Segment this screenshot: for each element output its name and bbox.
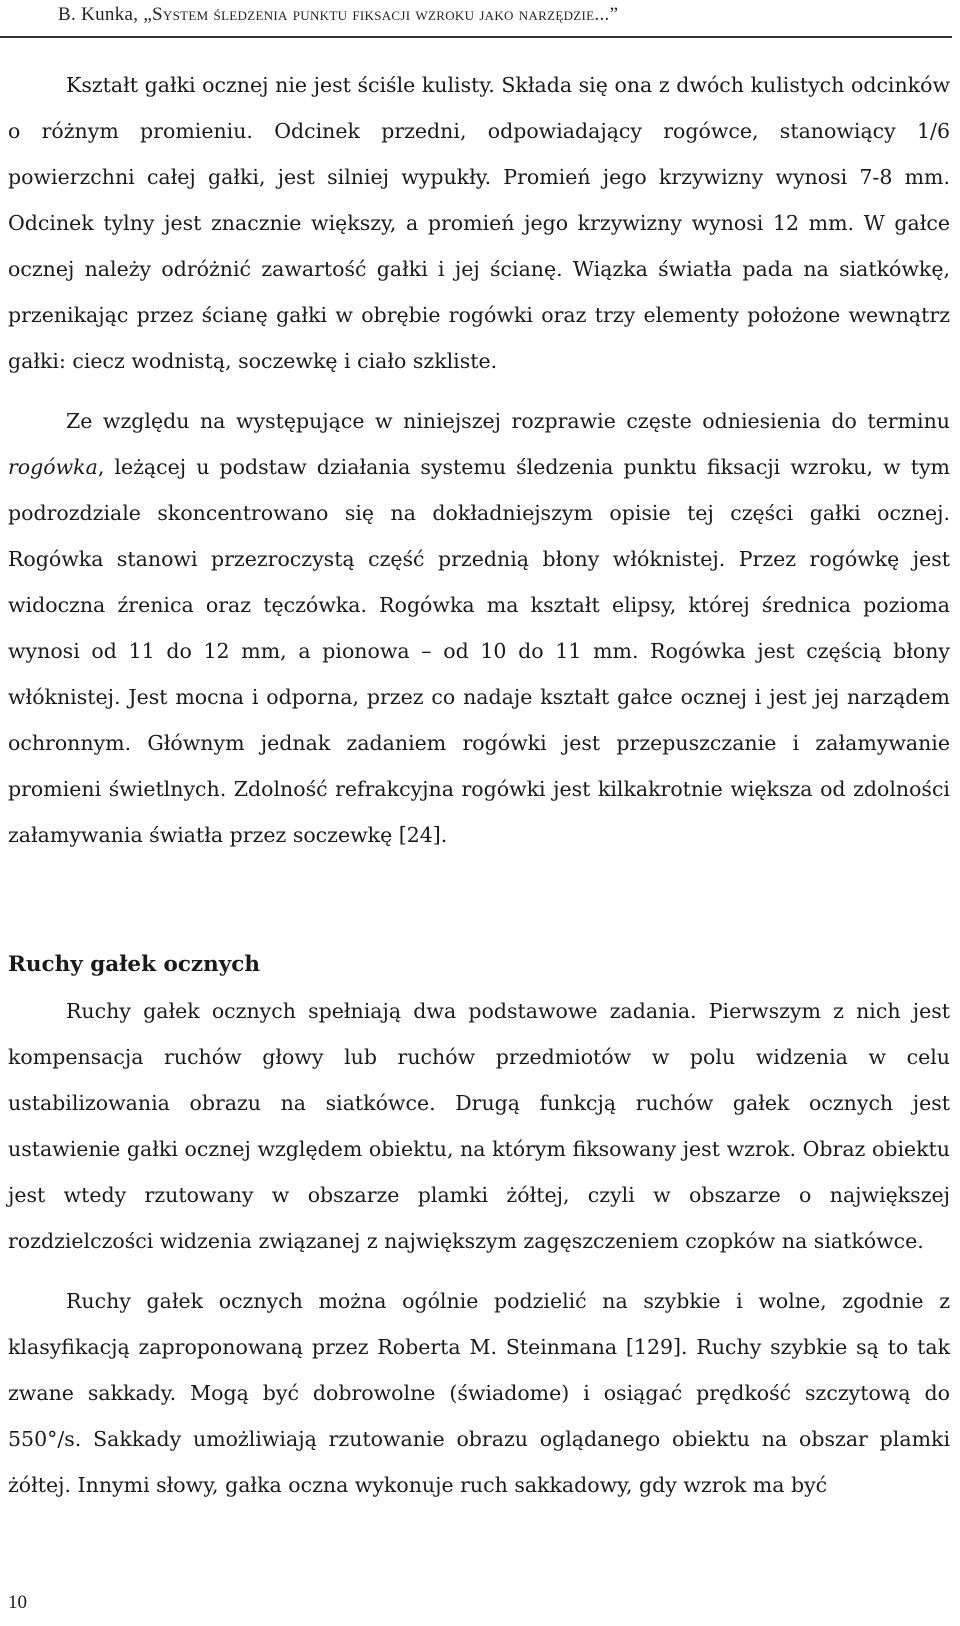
- paragraph-cornea-start: Ze względu na występujące w niniejszej rozprawie częste odniesienia do terminu: [66, 409, 950, 433]
- paragraph-cornea: [8, 398, 950, 858]
- running-header: [58, 4, 948, 26]
- section-title: Ruchy gałek ocznych: [8, 952, 260, 977]
- paragraph-cornea-rest: , leżącej u podstaw działania systemu śledzenia punktu fiksacji wzroku, w tym podrozdziale skoncentrowano się na dokładniejszym opisie tej części gałki ocznej. Rogówka stanowi przezroczystą część przednią błony włóknistej. Przez rogówkę jest widoczna źrenica oraz tęczówka. Rogówka ma kształt elipsy, której średnica pozioma wynosi od 11 do 12 mm, a pionowa – od 10 do 11 mm. Rogówka jest częścią błony włóknistej. Jest mocna i odporna, przez co nadaje kształt gałce ocznej i jest jej narządem ochronnym. Głównym jednak zadaniem rogówki jest przepuszczanie i załamywanie promieni świetlnych. Zdolność refrakcyjna rogówki jest kilkakrotnie większa od zdolności załamywania światła przez soczewkę [24].: [8, 455, 950, 847]
- paragraph-eye-movement-tasks: Ruchy gałek ocznych spełniają dwa podstawowe zadania. Pierwszym z nich jest kompensacja ruchów głowy lub ruchów przedmiotów w polu widzenia w celu ustabilizowania obrazu na siatkówce. Drugą funkcją ruchów gałek ocznych jest ustawienie gałki ocznej względem obiektu, na którym fiksowany jest wzrok. Obraz obiektu jest wtedy rzutowany w obszarze plamki żółtej, czyli w obszarze o największej rozdzielczości widzenia związanej z największym zagęszczeniem czopków na siatkówce.: [8, 999, 950, 1253]
- paragraph-saccades: Ruchy gałek ocznych można ogólnie podzielić na szybkie i wolne, zgodnie z klasyfikacją zaproponowaną przez Roberta M. Steinmana [129]. Ruchy szybkie są to tak zwane sakkady. Mogą być dobrowolne (świadome) i osiągać prędkość szczytową do 550°/s. Sakkady umożliwiają rzutowanie obrazu oglądanego obiektu na obszar plamki żółtej. Innymi słowy, gałka oczna wykonuje ruch sakkadowy, gdy wzrok ma być: [8, 1289, 950, 1497]
- page-body: [8, 62, 950, 1508]
- header-title: „System śledzenia punktu fiksacji wzroku jako narzędzie...”: [143, 4, 619, 25]
- term-cornea: rogówka: [8, 455, 98, 479]
- paragraph-eyeball-shape: Kształt gałki ocznej nie jest ściśle kulisty. Składa się ona z dwóch kulistych odcinków o różnym promieniu. Odcinek przedni, odpowiadający rogówce, stanowiący 1/6 powierzchni całej gałki, jest silniej wypukły. Promień jego krzywizny wynosi 7-8 mm. Odcinek tylny jest znacznie większy, a promień jego krzywizny wynosi 12 mm. W gałce ocznej należy odróżnić zawartość gałki i jej ścianę. Wiązka światła pada na siatkówkę, przenikając przez ścianę gałki w obrębie rogówki oraz trzy elementy położone wewnątrz gałki: ciecz wodnistą, soczewkę i ciało szkliste.: [8, 73, 950, 373]
- page-number: 10: [8, 1592, 27, 1613]
- header-rule: [0, 36, 952, 38]
- header-author: B. Kunka,: [58, 4, 144, 25]
